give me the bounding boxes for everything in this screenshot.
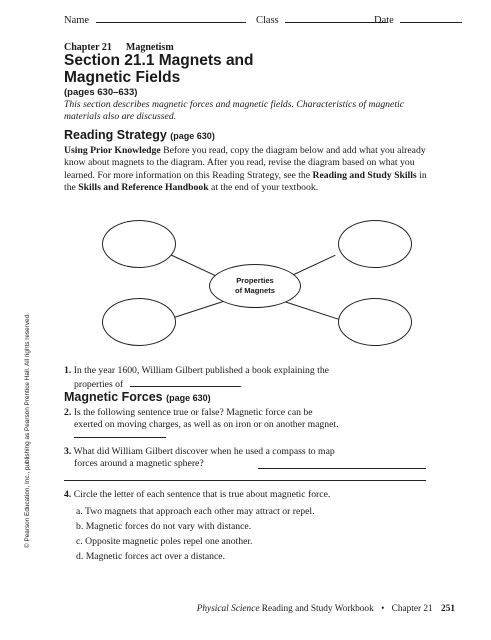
question-2-blank[interactable] <box>74 437 166 438</box>
question-4-option-c[interactable] <box>76 536 252 548</box>
question-4-text: Circle the letter of each sentence that is true about magnetic force. <box>73 489 331 500</box>
skills-handbook-ref: Skills and Reference Handbook <box>78 181 209 193</box>
answer-oval-bottom-left[interactable] <box>102 298 176 346</box>
connector-bottom-right <box>281 300 340 320</box>
question-2-text2: exerted on moving charges, as well as on iron or on another magnet. <box>74 419 339 431</box>
chapter-number: Chapter 21 <box>64 42 112 53</box>
footer-book: Physical Science <box>196 604 260 614</box>
question-3-blank-1[interactable] <box>258 468 426 469</box>
answer-oval-top-left[interactable] <box>102 220 176 268</box>
option-letter: b. <box>76 521 84 532</box>
option-letter: c. <box>76 536 83 547</box>
question-2-number: 2. <box>64 407 72 418</box>
option-text: Opposite magnetic poles repel one another. <box>85 536 253 547</box>
question-1-text: In the year 1600, William Gilbert published a book explaining the <box>73 365 329 376</box>
option-text: Two magnets that approach each other may attract or repel. <box>84 506 315 517</box>
question-4-number: 4. <box>64 489 72 500</box>
section-title <box>64 52 424 86</box>
reading-strategy-title: Reading Strategy <box>64 128 167 142</box>
magnetic-forces-heading <box>64 390 211 404</box>
magnetic-forces-pages: (page 630) <box>166 393 211 403</box>
question-3 <box>64 446 444 471</box>
date-blank[interactable] <box>400 13 462 23</box>
section-intro: This section describes magnetic forces and magnetic fields. Characteristics of magnetic materials also are discussed. <box>64 99 404 122</box>
name-label: Name <box>64 15 90 26</box>
answer-oval-bottom-right[interactable] <box>338 298 412 346</box>
question-3-blank-2[interactable] <box>64 480 426 481</box>
option-text: Magnetic forces act over a distance. <box>85 551 226 562</box>
class-label: Class <box>256 15 279 26</box>
question-2 <box>64 407 444 432</box>
question-4-option-b[interactable] <box>76 521 251 533</box>
class-blank[interactable] <box>285 13 387 23</box>
magnetic-forces-title: Magnetic Forces <box>64 390 163 404</box>
question-4-option-a[interactable] <box>76 506 315 518</box>
reading-strategy-pages: (page 630) <box>170 131 215 141</box>
reading-study-skills-ref: Reading and Study Skills <box>312 169 417 181</box>
class-field <box>256 13 387 26</box>
question-3-number: 3. <box>64 446 72 457</box>
reading-strategy-lead: Using Prior Knowledge <box>64 145 161 156</box>
question-1-number: 1. <box>64 365 72 376</box>
question-2-text: Is the following sentence true or false? Magnetic force can be <box>73 407 313 418</box>
center-label-line1: Properties <box>236 276 274 285</box>
footer-chapter: Chapter 21 <box>391 604 433 614</box>
date-label: Date <box>374 15 394 26</box>
question-4-option-d[interactable] <box>76 551 225 563</box>
reading-strategy-text <box>64 145 436 194</box>
connector-bottom-left <box>174 299 229 318</box>
reading-strategy-text1: Before you read, copy the diagram below and add what you already know about magnets to the diagram. After you read, revise the diagram based on what you learned. For more information on this Reading Strategy, see the <box>64 145 426 181</box>
page-number: 251 <box>441 604 455 614</box>
concept-map <box>94 212 414 362</box>
question-1-period: . <box>239 379 243 391</box>
option-letter: a. <box>76 506 83 517</box>
center-oval <box>209 264 301 308</box>
chapter-topic: Magnetism <box>125 42 174 53</box>
question-3-text2: forces around a magnetic sphere? <box>74 458 204 470</box>
page-footer <box>197 604 455 614</box>
date-field <box>374 13 462 26</box>
answer-oval-top-right[interactable] <box>338 220 412 268</box>
footer-bullet: • <box>381 604 385 614</box>
option-letter: d. <box>76 551 84 562</box>
footer-rest: Reading and Study Workbook <box>261 604 374 614</box>
question-4 <box>64 489 444 501</box>
reading-strategy-text2: in the <box>64 169 427 193</box>
center-label-line2: of Magnets <box>234 286 276 295</box>
copyright-notice: © Pearson Education, Inc., publishing as Pearson Prentice Hall. All rights reserved. <box>24 313 31 548</box>
name-field <box>64 13 246 26</box>
section-pages: (pages 630–633) <box>64 87 138 98</box>
name-blank[interactable] <box>96 13 246 23</box>
section-title-line1: Section 21.1 Magnets and <box>64 52 254 69</box>
option-text: Magnetic forces do not vary with distance. <box>85 521 252 532</box>
reading-strategy-heading <box>64 128 215 142</box>
reading-strategy-text3: at the end of your textbook. <box>211 181 319 193</box>
section-title-line2: Magnetic Fields <box>64 69 181 86</box>
question-1 <box>64 365 444 392</box>
question-3-text: What did William Gilbert discover when he used a compass to map <box>73 446 335 457</box>
question-1-text2: properties of <box>74 379 124 391</box>
question-1-blank[interactable] <box>130 377 240 387</box>
